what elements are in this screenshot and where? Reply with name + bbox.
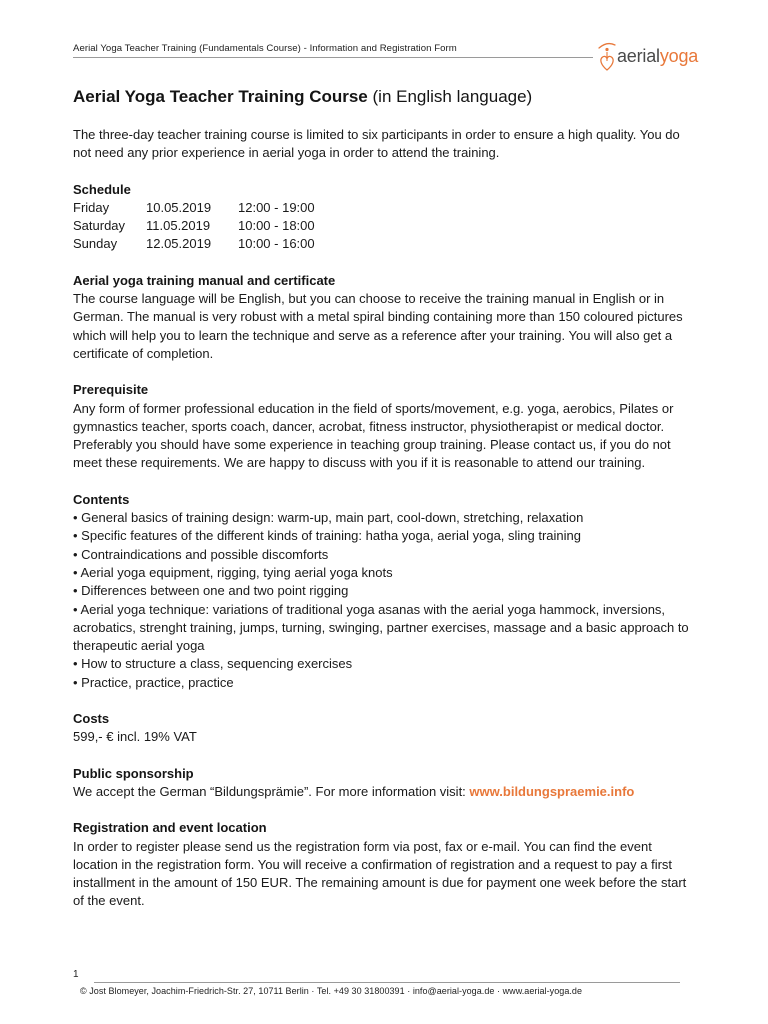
schedule-table [73,199,315,254]
schedule-time: 10:00 - 18:00 [238,218,315,234]
list-item: • Specific features of the different kinds of training: hatha yoga, aerial yoga, sling training [73,528,582,544]
prerequisite-paragraph: Any form of former professional education in the field of sports/movement, e.g. yoga, aerobics, Pilates or gymnastics teacher, sports coach, dancer, acrobat, fitness instructor, physiotherapist or medical doctor. Preferably you should have some experience in teaching group training. Please contact us, if you do not meet these requirements. We are happy to discuss with you if it is reasonable to attend our training. [73,400,674,471]
list-item: • Aerial yoga equipment, rigging, tying aerial yoga knots [73,564,393,580]
logo-wordmark [617,46,698,67]
sponsorship-text: We accept the German “Bildungsprämie”. For more information visit: [73,783,466,799]
schedule-day: Sunday [73,236,118,252]
footer-contact: © Jost Blomeyer, Joachim-Friedrich-Str. 27, 10711 Berlin · Tel. +49 30 31800391 · info@aerial-yoga.de · www.aerial-yoga.de [80,986,583,996]
schedule-time: 12:00 - 19:00 [238,199,315,215]
sponsorship-heading: Public sponsorship [73,765,194,781]
schedule-row [73,235,315,253]
schedule-day: Saturday [73,218,126,234]
list-item: • Contraindications and possible discomforts [73,546,329,562]
manual-paragraph: The course language will be English, but you can choose to receive the training manual in English or in German. The manual is very robust with a metal spiral binding containing more than 150 coloured pictures which will help you to learn the technique and serve as a reference after your training. You will also get a certificate of completion. [73,291,683,361]
page-header [73,38,698,78]
page-number: 1 [73,969,79,980]
list-item: • General basics of training design: warm-up, main part, cool-down, stretching, relaxation [73,510,584,526]
schedule-heading: Schedule [73,181,131,197]
logo-word-aerial: aerial [617,46,660,66]
schedule-row [73,217,315,235]
document-title [73,86,698,108]
document-title-suffix: (in English language) [372,87,533,106]
manual-heading: Aerial yoga training manual and certificate [73,272,336,288]
bildungspraemie-link[interactable]: www.bildungspraemie.info [469,783,635,799]
sponsorship-paragraph [73,783,698,801]
schedule-date: 11.05.2019 [146,218,211,234]
schedule-date: 12.05.2019 [146,236,212,252]
header-title: Aerial Yoga Teacher Training (Fundamentals Course) - Information and Registration Form [73,43,457,54]
schedule-row [73,199,315,217]
costs-heading: Costs [73,711,110,727]
document-title-main: Aerial Yoga Teacher Training Course [73,87,368,106]
list-item: • Aerial yoga technique: variations of traditional yoga asanas with the aerial yoga hammock, inversions, acrobatics, strenght training, jumps, turning, swinging, partner exercises, massage and a basic approach to therapeutic aerial yoga [73,601,689,654]
costs-text: 599,- € incl. 19% VAT [73,729,197,745]
intro-paragraph: The three-day teacher training course is limited to six participants in order to ensure a high quality. You do not need any prior experience in aerial yoga in order to attend the training. [73,127,680,161]
logo-word-yoga: yoga [659,46,699,66]
document-body [73,86,698,911]
registration-paragraph: In order to register please send us the registration form via post, fax or e-mail. You can find the event location in the registration form. You will receive a confirmation of registration and a request to pay a first installment in the amount of 150 EUR. The remaining amount is due for payment one week before the start of the event. [73,838,687,909]
footer-divider [94,982,680,983]
list-item: • How to structure a class, sequencing exercises [73,656,353,672]
header-divider [73,57,593,58]
registration-heading: Registration and event location [73,820,267,836]
prerequisite-heading: Prerequisite [73,382,149,398]
contents-heading: Contents [73,491,130,507]
contents-list [73,509,698,692]
schedule-day: Friday [73,199,110,215]
schedule-date: 10.05.2019 [146,199,212,215]
aerialyoga-logo [597,38,699,76]
list-item: • Practice, practice, practice [73,674,234,690]
schedule-time: 10:00 - 16:00 [238,236,315,252]
list-item: • Differences between one and two point rigging [73,583,349,599]
yoga-figure-heart-icon [597,39,617,73]
